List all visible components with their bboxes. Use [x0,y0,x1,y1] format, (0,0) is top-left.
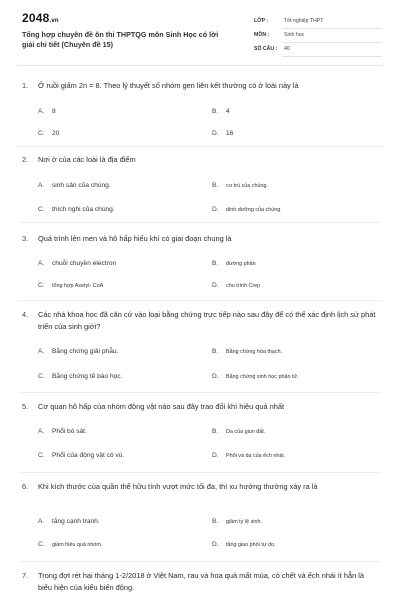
option-b[interactable]: B. giảm tỷ lệ sinh. [212,518,262,525]
meta-row-class [254,14,382,28]
option-c[interactable]: C. Phổi của động vật có vú. [38,452,125,459]
meta-value: 40 [282,42,382,57]
question-divider [18,472,382,473]
option-b[interactable]: B. đường phân [212,260,256,267]
option-d[interactable]: D. 16 [212,130,234,137]
meta-key: MÔN : [254,32,270,38]
option-c[interactable]: C. Bằng chứng tế bào học. [38,373,123,380]
meta-value: Tốt nghiệp THPT [282,14,382,29]
option-c[interactable]: C. tổng hợp Axetyl- CoA [38,282,104,289]
question-number: 5. [22,402,29,411]
option-c[interactable]: C. 20 [38,130,60,137]
option-b[interactable]: B. Da của giun đất. [212,428,266,435]
option-d[interactable]: D. tăng giao phối tự do. [212,541,276,548]
header-divider [18,65,382,66]
option-a[interactable]: A. chuỗi chuyền electron [38,260,117,267]
question-divider [18,222,382,223]
option-b[interactable]: B. Bằng chứng hóa thạch. [212,348,283,355]
question-text: Cơ quan hô hấp của nhóm động vật nào sau đây trao đổi khí hiệu quả nhất [38,402,285,411]
question-divider [18,300,382,301]
question-number: 7. [22,571,29,580]
option-b[interactable]: B. 4 [212,108,230,115]
option-d[interactable]: D. chu trình Crep [212,282,261,289]
option-a[interactable]: A. Bằng chứng giải phẫu. [38,348,119,355]
question-text: Nơi ở của các loài là địa điểm [38,155,136,164]
meta-value: Sinh học [282,28,382,43]
option-b[interactable]: B. cư trú của chúng. [212,182,268,189]
question-divider [18,561,382,562]
option-d[interactable]: D. Phổi và da của ếch nhái. [212,452,286,459]
question-text: Các nhà khoa học đã căn cứ vào loại bằng chứng trực tiếp nào sau đây để có thể xác định lịch sử phát triển của sinh giới? [38,310,376,331]
option-a[interactable]: A. tăng cạnh tranh. [38,518,100,525]
option-a[interactable]: A. sinh sản của chúng. [38,182,111,189]
option-a[interactable]: A. 8 [38,108,56,115]
question-text: Khi kích thước của quần thể hữu tính vượt mức tối đa, thì xu hướng thường xảy ra là [38,482,318,491]
option-d[interactable]: D. dinh dưỡng của chúng. [212,206,282,213]
question-number: 1. [22,81,29,90]
question-divider [18,392,382,393]
option-a[interactable]: A. Phổi bò sát. [38,428,87,435]
question-number: 2. [22,155,29,164]
document-header [0,0,400,66]
meta-key: LỚP : [254,18,269,24]
question-number: 4. [22,310,29,319]
meta-row-count [254,42,382,56]
option-c[interactable]: C. thích nghi của chúng. [38,206,115,213]
meta-row-subject [254,28,382,42]
option-d[interactable]: D. Bằng chứng sinh học phân tử. [212,373,299,380]
question-number: 3. [22,234,29,243]
question-text: Quá trình lên men và hô hấp hiếu khí có giai đoạn chung là [38,234,232,243]
document-title: Tổng hợp chuyên đề ôn thi THPTQG môn Sinh Học có lời giải chi tiết (Chuyên đề 15) [22,30,219,49]
question-number: 6. [22,482,29,491]
option-c[interactable]: C. giảm hiệu quả nhóm. [38,541,103,548]
site-logo[interactable]: 2048.vn [22,11,59,25]
meta-key: SỐ CÂU : [254,46,278,52]
question-text: Ở ruồi giấm 2n = 8. Theo lý thuyết số nhóm gen liên kết thường có ở loài này là [38,81,299,90]
question-divider [18,146,382,147]
question-text: Trong đợt rét hại tháng 1-2/2018 ở Việt Nam, rau và hoa quả mất mùa, cỏ chết và ếch nhái ít hẳn là biểu hiện của kiểu biến động. [38,571,365,592]
